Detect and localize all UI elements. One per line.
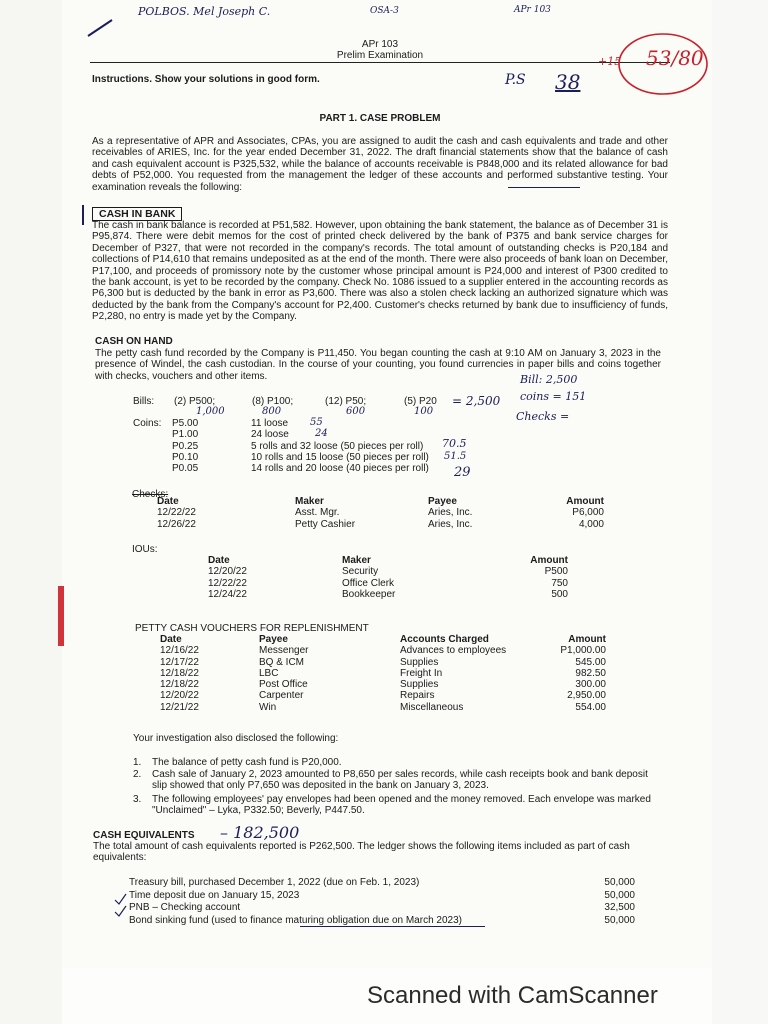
cash-in-bank-text: The cash in bank balance is recorded at P51,582. However, upon obtaining the bank statement, the balance as of December 31 is P95,874. There were debit memos for the cost of printed check delivered by the bank of P375 and bank service charges for December of P327, that were not recorded in the company's records. The total amount of outstanding checks is P20,184 and collections of P14,610 that remains undeposited as at the end of the month. There were also proceeds of bank loan on December, P17,100, and proceeds of promissory note by the customer whose principal amount is P24,000 and interest of P300 credited to the bank account, is yet to be recorded by the company. Check No. 1086 issued to a supplier entered in the accounting records as P6,300 but is deducted by the bank in error as P3,600. There was also a stolen check lacking an authorized signature which was deducted by the bank from the Company's account for P2,400. Customer's checks returned by bank due to insufficiency of funds, P2,280, no entry is made yet by the Company.: [92, 220, 668, 323]
table-row: [160, 657, 606, 668]
item-amount: 32,500: [604, 902, 635, 913]
part1-intro: As a representative of APR and Associates, CPAs, you are assigned to audit the cash and cash equivalents and trade and other receivables of ARIES, Inc. for the year ended December 31, 2022. The draft financial statements show that the balance of cash and cash equivalent account is P325,532, while the balance of accounts receivable is P848,000 and its related allowance for bad debts of P52,000. You requested from the management the ledger of these accounts and performed substantive testing. Your examination reveals the following:: [92, 136, 668, 193]
list-item: [129, 890, 635, 903]
cell-amount: 500: [551, 588, 568, 600]
cash-equivalents-title: CASH EQUIVALENTS: [93, 830, 195, 841]
bill-100: (8) P100;: [252, 396, 294, 407]
item-label: Treasury bill, purchased December 1, 2022 (due on Feb. 1, 2023): [129, 877, 420, 888]
table-row: [160, 690, 606, 701]
hand-cash-equivalents-note: – 182,500: [220, 823, 300, 842]
ink-underline: [508, 187, 580, 188]
coins-list: [172, 418, 429, 474]
coin-denom: P1.00: [172, 429, 199, 441]
vouchers-table: [160, 634, 606, 713]
cell-amount: 982.50: [575, 667, 606, 679]
cell-date: 12/22/22: [157, 507, 196, 519]
cell-maker: Asst. Mgr.: [295, 507, 340, 519]
coin-denom: P0.25: [172, 440, 199, 452]
cell-date: 12/18/22: [160, 667, 199, 679]
cell-amount: 2,950.00: [567, 690, 606, 702]
cell-date: 12/26/22: [157, 518, 196, 530]
item-label: PNB – Checking account: [129, 902, 241, 913]
item-label: Bond sinking fund (used to finance maturing obligation due on March 2023): [129, 914, 462, 926]
cell-date: 12/18/22: [160, 679, 199, 691]
cell-payee: LBC: [259, 667, 279, 679]
coin-desc: 10 rolls and 15 loose (50 pieces per roll): [251, 451, 429, 463]
student-name: POLBOS. Mel Joseph C.: [138, 5, 271, 18]
col-payee: Payee: [259, 634, 288, 645]
investigation-item: The balance of petty cash fund is P20,000.: [152, 757, 342, 768]
hand-side-checks: Checks =: [516, 410, 570, 423]
cash-on-hand-text: The petty cash fund recorded by the Company is P11,450. You began counting the cash at 9:10 AM on January 3, 2023 in the presence of Windel, the cash custodian. In the course of your counting, you found currencies in paper bills and coins together with checks, vouchers and other items.: [95, 348, 661, 382]
cell-amount: P500: [544, 566, 568, 578]
score-bonus: +15: [598, 55, 622, 68]
vouchers-title: PETTY CASH VOUCHERS FOR REPLENISHMENT: [135, 623, 369, 634]
coin-desc: 5 rolls and 32 loose (50 pieces per roll): [251, 440, 424, 452]
table-header: [208, 555, 568, 566]
cell-date: 12/24/22: [208, 588, 247, 600]
hand-coin-5c: 29: [454, 465, 471, 480]
cell-payee: BQ & ICM: [259, 656, 305, 668]
hand-bill-600: 600: [346, 406, 366, 417]
cash-in-bank-title: CASH IN BANK: [92, 207, 182, 221]
table-row: [157, 519, 604, 530]
col-date: Date: [208, 555, 230, 566]
cell-amount: 554.00: [575, 701, 606, 713]
check-mark-icon: [86, 14, 116, 40]
col-amount: Amount: [568, 634, 606, 645]
instructions: Instructions. Show your solutions in good form.: [92, 74, 320, 85]
scan-left-margin: [0, 0, 62, 1024]
cell-account: Repairs: [400, 690, 435, 702]
score-raw: 38: [555, 70, 581, 94]
item-amount: 50,000: [604, 877, 635, 888]
course-title: APr 103: [361, 39, 399, 50]
investigation-item: The following employees' pay envelopes had been opened and the money removed. Each envelope was marked "Unclaimed" – Lyka, P332.50; Beverly, P447.50.: [152, 794, 651, 817]
list-item: [129, 902, 635, 915]
coin-denom: P0.10: [172, 451, 199, 463]
cell-account: Supplies: [400, 679, 439, 691]
cell-date: 12/22/22: [208, 577, 247, 589]
hand-coin-1: 24: [315, 428, 328, 439]
cell-amount: P1,000.00: [560, 645, 606, 657]
list-item: [172, 452, 429, 463]
cell-account: Freight In: [400, 667, 443, 679]
coin-denom: P5.00: [172, 418, 199, 429]
coin-desc: 24 loose: [251, 429, 289, 441]
cell-amount: P6,000: [572, 507, 604, 519]
cash-on-hand-title: CASH ON HAND: [95, 336, 173, 347]
coin-desc: 14 rolls and 20 loose (40 pieces per roll): [251, 463, 429, 475]
cell-payee: Carpenter: [259, 690, 304, 702]
ious-table: [208, 555, 568, 600]
cell-amount: 545.00: [575, 656, 606, 668]
cell-maker: Petty Cashier: [295, 518, 356, 530]
cell-maker: Security: [342, 566, 379, 578]
cell-payee: Messenger: [259, 645, 309, 657]
header-divider: [90, 62, 670, 63]
checks-table: [157, 496, 604, 530]
col-maker: Maker: [342, 555, 371, 566]
table-row: [208, 578, 568, 589]
col-maker: Maker: [295, 496, 324, 507]
cash-equivalents-list: [129, 877, 635, 927]
student-section: OSA-3: [370, 6, 399, 16]
item-number: 1.: [133, 757, 142, 768]
list-item: [129, 877, 635, 890]
coin-denom: P0.05: [172, 463, 199, 475]
item-number: 2.: [133, 769, 142, 780]
hand-side-bill: Bill: 2,500: [520, 373, 578, 386]
table-row: [160, 702, 606, 713]
table-header: [157, 496, 604, 507]
table-row: [208, 566, 568, 577]
coin-desc: 11 loose: [251, 418, 289, 429]
cell-date: 12/21/22: [160, 701, 199, 713]
hand-coin-5: 55: [310, 417, 323, 428]
cell-amount: 4,000: [578, 518, 604, 530]
hand-bill-100: 100: [414, 406, 434, 417]
list-item: [172, 418, 429, 429]
cell-account: Advances to employees: [400, 645, 507, 657]
col-amount: Amount: [566, 496, 604, 507]
hand-bill-1000: 1,000: [196, 406, 225, 417]
table-row: [157, 507, 604, 518]
bill-20: (5) P20: [404, 396, 437, 407]
cell-maker: Bookkeeper: [342, 588, 396, 600]
cash-equivalents-text: The total amount of cash equivalents reported is P262,500. The ledger shows the following items included as part of cash equivalents:: [93, 841, 630, 864]
list-item: [172, 463, 429, 474]
coins-label: Coins:: [133, 418, 162, 429]
cell-amount: 750: [551, 577, 568, 589]
tick-marks-icon: [112, 892, 134, 918]
cell-maker: Office Clerk: [342, 577, 395, 589]
score-total: 53/80: [646, 46, 704, 70]
col-amount: Amount: [530, 555, 568, 566]
list-item: [172, 429, 429, 440]
ink-underline: [300, 926, 485, 927]
col-date: Date: [160, 634, 182, 645]
score-circle-icon: [615, 28, 710, 98]
cell-account: Supplies: [400, 656, 439, 668]
item-amount: 50,000: [604, 889, 635, 901]
handwritten-course: APr 103: [514, 5, 551, 15]
col-payee: Payee: [428, 496, 457, 507]
cell-date: 12/20/22: [208, 566, 247, 578]
cell-amount: 300.00: [575, 679, 606, 691]
cell-date: 12/17/22: [160, 656, 199, 668]
table-row: [160, 668, 606, 679]
bill-50: (12) P50;: [325, 396, 367, 407]
table-header: [160, 634, 606, 645]
table-row: [160, 679, 606, 690]
checks-label: Checks:: [132, 489, 169, 500]
cell-payee: Aries, Inc.: [428, 507, 473, 519]
item-number: 3.: [133, 794, 142, 805]
cell-payee: Post Office: [259, 679, 308, 691]
red-page-tab: [58, 586, 64, 646]
hand-bill-800: 800: [262, 406, 282, 417]
ious-label: IOUs:: [132, 544, 158, 555]
cell-payee: Aries, Inc.: [428, 518, 473, 530]
hand-coin-25c: 70.5: [442, 437, 467, 450]
investigation-item: Cash sale of January 2, 2023 amounted to P8,650 per sales records, while cash receipts book and bank deposit slip showed that only P7,650 was deposited in the bank on January 3, 2023.: [152, 769, 648, 792]
investigation-lead: Your investigation also disclosed the following:: [133, 733, 339, 744]
table-row: [208, 589, 568, 600]
part1-title: PART 1. CASE PROBLEM: [319, 113, 441, 124]
cell-account: Miscellaneous: [400, 701, 464, 713]
hand-side-coins: coins = 151: [520, 390, 587, 403]
camscanner-watermark: Scanned with CamScanner: [367, 982, 658, 1009]
exam-title: Prelim Examination: [336, 50, 424, 61]
cell-date: 12/16/22: [160, 645, 199, 657]
item-label: Time deposit due on January 15, 2023: [129, 889, 300, 901]
scan-right-margin: [712, 0, 768, 1024]
bill-500: (2) P500;: [174, 396, 216, 407]
item-amount: 50,000: [604, 914, 635, 926]
cell-payee: Win: [259, 701, 277, 713]
bills-label: Bills:: [133, 396, 155, 407]
list-item: [172, 441, 429, 452]
table-row: [160, 645, 606, 656]
ink-bracket: [82, 205, 84, 225]
hand-bill-total: = 2,500: [452, 394, 501, 408]
col-date: Date: [157, 496, 179, 507]
hand-coin-10c: 51.5: [444, 451, 467, 462]
score-ps: P.S: [505, 72, 526, 88]
cell-date: 12/20/22: [160, 690, 199, 702]
col-accounts-charged: Accounts Charged: [400, 634, 489, 645]
